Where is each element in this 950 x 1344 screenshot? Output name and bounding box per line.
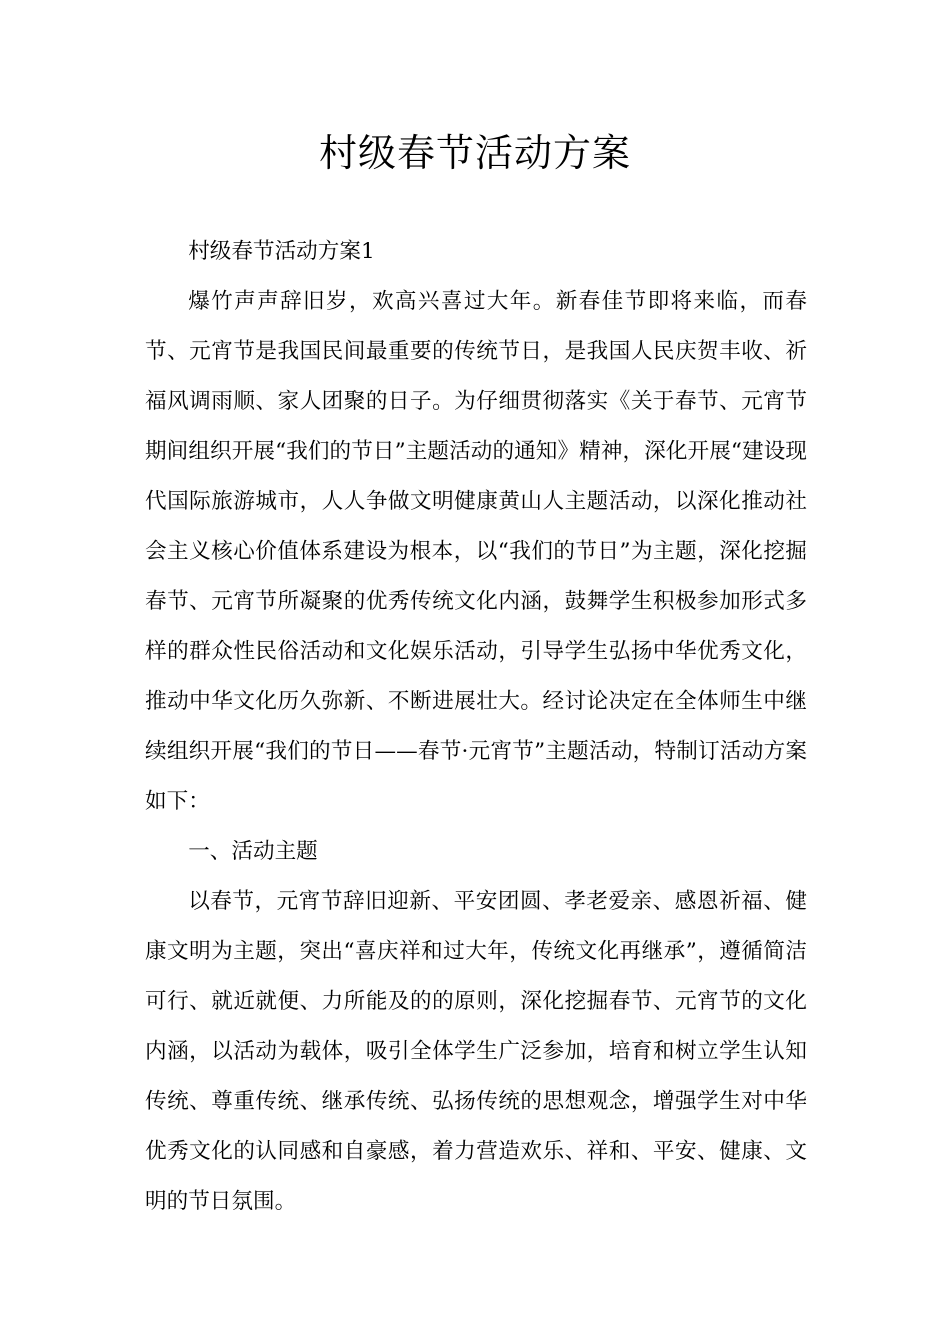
section-heading-theme: 一、活动主题 [188, 839, 318, 864]
document-body [145, 227, 807, 1227]
paragraph-intro: 爆竹声声辞旧岁，欢高兴喜过大年。新春佳节即将来临，而春节、元宵节是我国民间最重要的传统节日，是我国人民庆贺丰收、祈福风调雨顺、家人团聚的日子。为仔细贯彻落实《关于春节、元宵节期间组织开展“我们的节日”主题活动的通知》精神，深化开展“建设现代国际旅游城市，人人争做文明健康黄山人主题活动，以深化推动社会主义核心价值体系建设为根本，以“我们的节日”为主题，深化挖掘春节、元宵节所凝聚的优秀传统文化内涵，鼓舞学生积极参加形式多样的群众性民俗活动和文化娱乐活动，引导学生弘扬中华优秀文化，推动中华文化历久弥新、不断进展壮大。经讨论决定在全体师生中继续组织开展“我们的节日——春节·元宵节”主题活动，特制订活动方案如下： [145, 289, 807, 814]
section-subtitle: 村级春节活动方案1 [188, 239, 375, 264]
paragraph-theme: 以春节，元宵节辞旧迎新、平安团圆、孝老爱亲、感恩祈福、健康文明为主题，突出“喜庆祥和过大年，传统文化再继承”，遵循简洁可行、就近就便、力所能及的的原则，深化挖掘春节、元宵节的文化内涵，以活动为载体，吸引全体学生广泛参加，培育和树立学生认知传统、尊重传统、继承传统、弘扬传统的思想观念，增强学生对中华优秀文化的认同感和自豪感，着力营造欢乐、祥和、平安、健康、文明的节日氛围。 [145, 889, 807, 1214]
document-title: 村级春节活动方案 [318, 131, 631, 175]
